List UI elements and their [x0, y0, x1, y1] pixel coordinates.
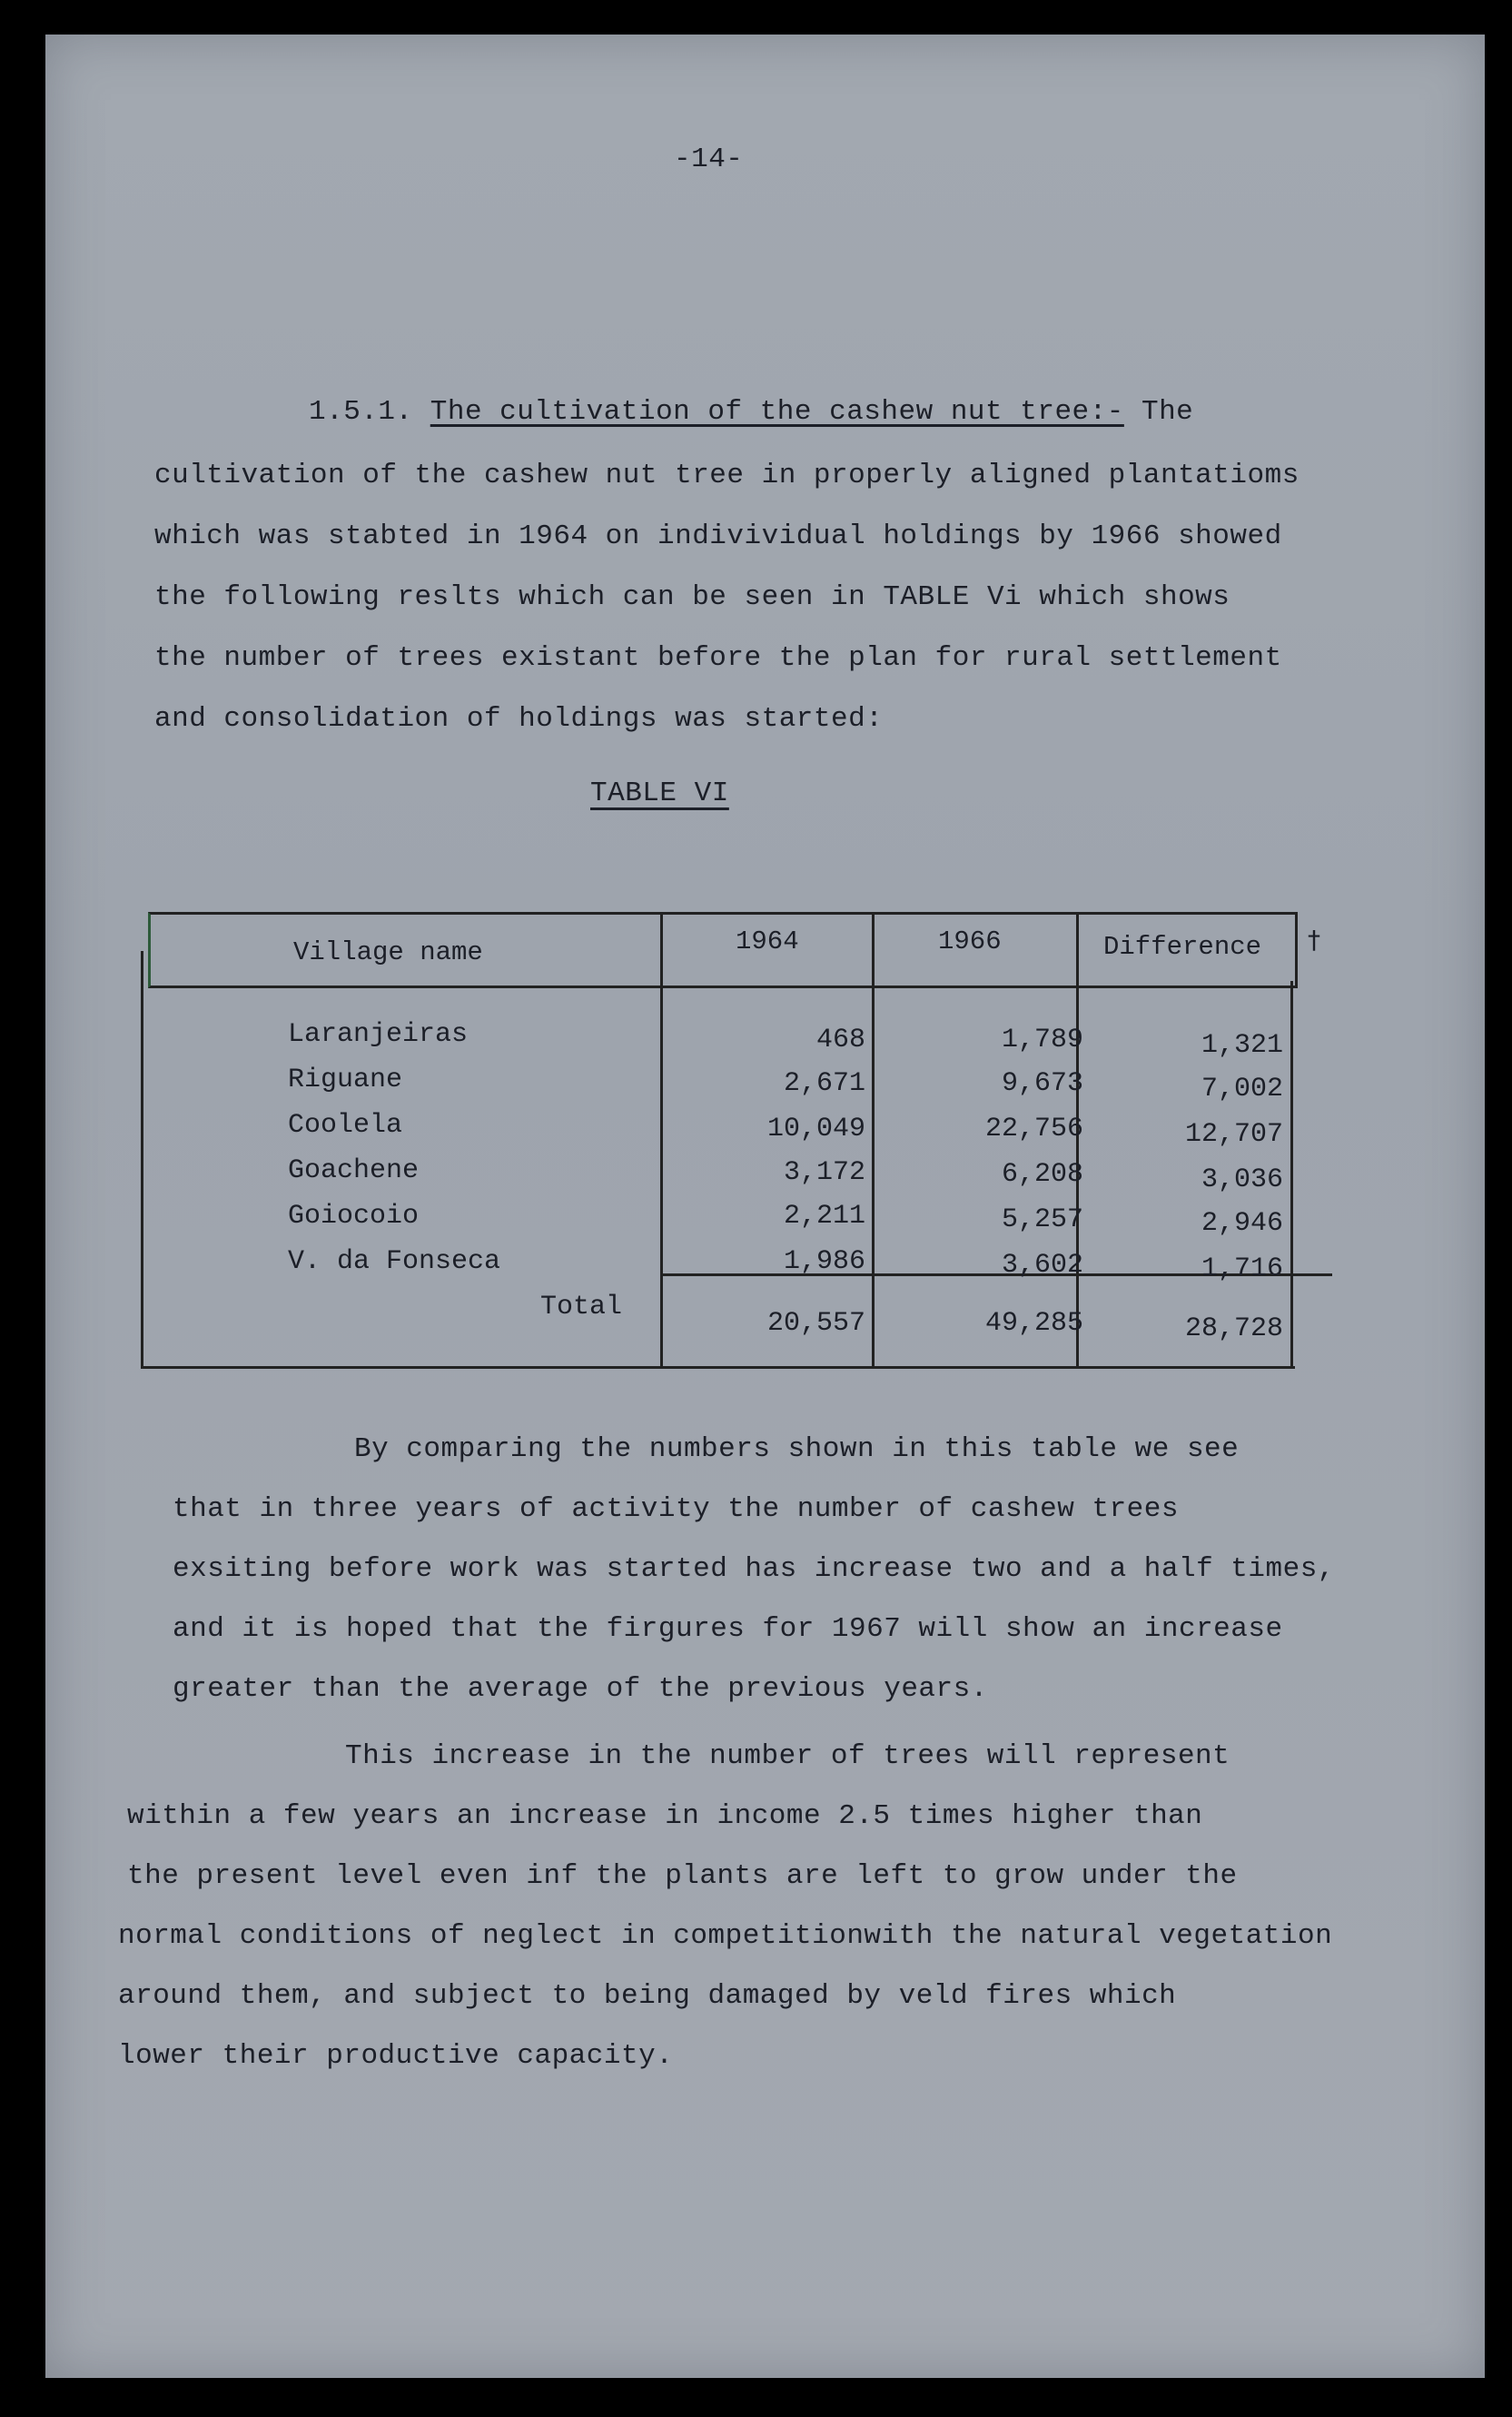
- table-cell-difference: 12,707: [1184, 1119, 1283, 1150]
- body-line: and consolidation of holdings was started:: [154, 703, 884, 735]
- body-line: normal conditions of neglect in competitionwith the natural vegetation: [118, 1920, 1333, 1952]
- body-line: By comparing the numbers shown in this table we see: [354, 1433, 1240, 1465]
- header-village: Village name: [293, 937, 483, 967]
- body-line: that in three years of activity the number of cashew trees: [173, 1493, 1179, 1525]
- table-cell-difference: 2,946: [1201, 1208, 1283, 1239]
- section-number: 1.5.1.: [309, 396, 413, 428]
- data-table: [141, 912, 1320, 1368]
- table-cell-1966: 6,208: [1001, 1159, 1083, 1190]
- body-line: within a few years an increase in income 2.5 times higher than: [127, 1800, 1203, 1832]
- header-1966: 1966: [938, 926, 1002, 956]
- table-cell-1964: 2,671: [783, 1068, 865, 1099]
- table-cell-1966: 22,756: [984, 1114, 1083, 1144]
- body-line: greater than the average of the previous years.: [173, 1673, 988, 1705]
- table-row-village: Coolela: [288, 1110, 403, 1141]
- body-line: and it is hoped that the firgures for 1967 will show an increase: [173, 1613, 1283, 1645]
- table-row-village: Goachene: [288, 1155, 420, 1186]
- total-label: Total: [540, 1292, 623, 1322]
- table-cell-1966: 3,602: [1001, 1250, 1083, 1281]
- dagger-mark: †: [1308, 925, 1320, 955]
- total-1964: 20,557: [766, 1308, 865, 1339]
- table-title: TABLE VI: [590, 778, 729, 809]
- body-line: around them, and subject to being damaged by veld fires which: [118, 1980, 1177, 2012]
- body-line: This increase in the number of trees will represent: [345, 1740, 1230, 1772]
- table-row-village: Goiocoio: [288, 1201, 420, 1232]
- document-page: [45, 35, 1485, 2378]
- section-title-tail: The: [1141, 396, 1194, 428]
- header-difference: Difference: [1103, 932, 1262, 962]
- table-cell-1966: 1,789: [1001, 1025, 1083, 1055]
- table-row-village: V. da Fonseca: [288, 1246, 501, 1277]
- table-cell-1964: 3,172: [783, 1157, 865, 1188]
- section-title: The cultivation of the cashew nut tree:-: [430, 396, 1124, 428]
- column-divider: [660, 912, 663, 1368]
- table-cell-1966: 9,673: [1001, 1068, 1083, 1099]
- table-cell-1964: 1,986: [783, 1246, 865, 1277]
- body-line: the number of trees existant before the plan for rural settlement: [154, 642, 1282, 674]
- body-line: the present level even inf the plants are left to grow under the: [127, 1860, 1238, 1892]
- table-cell-difference: 3,036: [1201, 1164, 1283, 1195]
- body-line: which was stabted in 1964 on indivividual holdings by 1966 showed: [154, 520, 1282, 552]
- body-line: cultivation of the cashew nut tree in properly aligned plantatioms: [154, 460, 1300, 491]
- body-line: lower their productive capacity.: [118, 2040, 674, 2072]
- table-row-village: Laranjeiras: [288, 1019, 469, 1050]
- table-cell-1966: 5,257: [1001, 1204, 1083, 1235]
- table-cell-difference: 1,321: [1201, 1030, 1283, 1061]
- body-line: exsiting before work was started has increase two and a half times,: [173, 1553, 1335, 1585]
- section-heading: [309, 396, 1193, 428]
- header-1964: 1964: [736, 926, 799, 956]
- total-1966: 49,285: [984, 1308, 1083, 1339]
- column-divider: [872, 912, 875, 1368]
- body-line: the following reslts which can be seen in TABLE Vi which shows: [154, 581, 1230, 613]
- table-cell-1964: 468: [815, 1025, 865, 1055]
- column-divider: [1290, 981, 1293, 1368]
- page-number: -14-: [674, 144, 744, 175]
- table-cell-1964: 2,211: [783, 1201, 865, 1232]
- table-cell-difference: 1,716: [1201, 1253, 1283, 1284]
- table-cell-difference: 7,002: [1201, 1074, 1283, 1104]
- total-difference: 28,728: [1184, 1313, 1283, 1344]
- table-row-village: Riguane: [288, 1065, 403, 1095]
- table-cell-1964: 10,049: [766, 1114, 865, 1144]
